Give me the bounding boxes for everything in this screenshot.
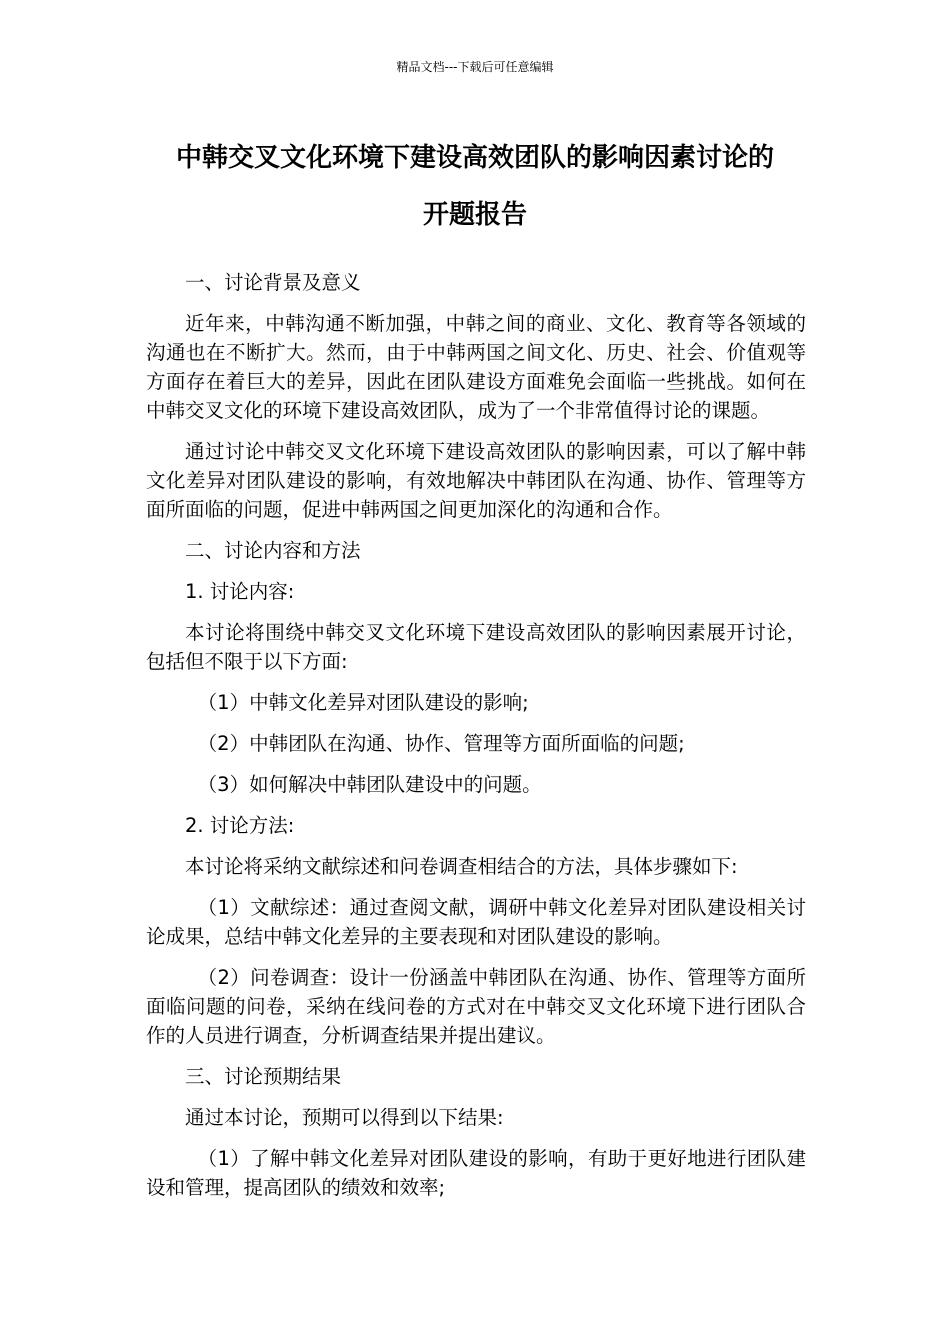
list-item: （1）文献综述：通过查阅文献，调研中韩文化差异对团队建设相关讨论成果，总结中韩文化差异的主要表现和对团队建设的影响。 bbox=[146, 896, 806, 948]
document-title-line-1: 中韩交叉文化环境下建设高效团队的影响因素讨论的 bbox=[175, 143, 774, 173]
document-body bbox=[146, 268, 806, 1214]
subheading-content: 1. 讨论内容: bbox=[185, 580, 295, 603]
page-header-note: 精品文档---下载后可任意编辑 bbox=[396, 60, 554, 74]
body-paragraph: 本讨论将围绕中韩交叉文化环境下建设高效团队的影响因素展开讨论，包括但不限于以下方面: bbox=[146, 621, 806, 673]
list-item: （2）中韩团队在沟通、协作、管理等方面所面临的问题; bbox=[197, 732, 685, 755]
section-heading-expected-results: 三、讨论预期结果 bbox=[185, 1065, 342, 1088]
body-paragraph: 通过讨论中韩交叉文化环境下建设高效团队的影响因素，可以了解中韩文化差异对团队建设的影响，有效地解决中韩团队在沟通、协作、管理等方面所面临的问题，促进中韩两国之间更加深化的沟通和合作。 bbox=[146, 440, 806, 521]
body-paragraph: 本讨论将采纳文献综述和问卷调查相结合的方法，具体步骤如下: bbox=[185, 855, 738, 878]
list-item: （2）问卷调查：设计一份涵盖中韩团队在沟通、协作、管理等方面所面临问题的问卷，采纳在线问卷的方式对在中韩交叉文化环境下进行团队合作的人员进行调查，分析调查结果并提出建议。 bbox=[146, 966, 806, 1047]
list-item: （1）了解中韩文化差异对团队建设的影响，有助于更好地进行团队建设和管理，提高团队的绩效和效率; bbox=[146, 1147, 806, 1199]
body-paragraph: 近年来，中韩沟通不断加强，中韩之间的商业、文化、教育等各领域的沟通也在不断扩大。然而，由于中韩两国之间文化、历史、社会、价值观等方面存在着巨大的差异，因此在团队建设方面难免会面临一些挑战。如何在中韩交叉文化的环境下建设高效团队，成为了一个非常值得讨论的课题。 bbox=[146, 312, 806, 422]
list-item: （3）如何解决中韩团队建设中的问题。 bbox=[197, 773, 542, 796]
document-title-line-2: 开题报告 bbox=[422, 200, 527, 230]
section-heading-content-method: 二、讨论内容和方法 bbox=[185, 539, 361, 562]
list-item: （1）中韩文化差异对团队建设的影响; bbox=[197, 691, 529, 714]
subheading-method: 2. 讨论方法: bbox=[185, 814, 295, 837]
section-heading-background: 一、讨论背景及意义 bbox=[185, 271, 361, 294]
body-paragraph: 通过本讨论，预期可以得到以下结果: bbox=[185, 1106, 504, 1129]
